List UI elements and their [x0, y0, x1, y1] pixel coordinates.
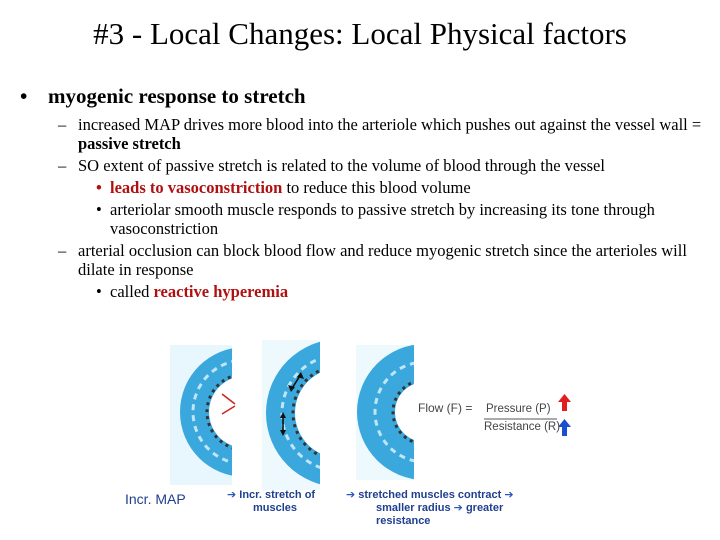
passive-stretch-term: passive stretch — [78, 134, 181, 153]
caption-contract — [346, 489, 514, 528]
incr-map-label: Incr. MAP — [125, 491, 186, 507]
arrow-right-icon: ➔ — [504, 489, 514, 501]
sub-bullet-text: SO extent of passive stretch is related to the volume of blood through the vessel — [78, 156, 605, 175]
bullet-dot-icon: • — [20, 84, 28, 108]
flow-formula — [418, 401, 472, 415]
caption-contract-line2b: greater — [465, 502, 504, 514]
sub-bullet-text: arterial occlusion can block blood flow and reduce myogenic stretch since the arterioles will dilate in response — [78, 241, 687, 279]
vasoconstriction-term: leads to vasoconstriction — [110, 178, 283, 197]
bullet-dot-icon: • — [96, 282, 102, 301]
caption-contract-line2: smaller radius — [376, 502, 451, 514]
caption-contract-line1: stretched muscles contract — [358, 489, 502, 501]
arrow-right-icon: ➔ — [453, 502, 463, 514]
dash-icon: – — [58, 241, 67, 260]
reactive-hyperemia-term: reactive hyperemia — [153, 282, 289, 301]
formula-numerator: Pressure (P) — [486, 403, 551, 415]
dash-icon: – — [58, 115, 67, 134]
dash-icon: – — [58, 156, 67, 175]
bullet-dot-icon: • — [96, 200, 102, 219]
item-text: arteriolar smooth muscle responds to passive stretch by increasing its tone through vasoconstriction — [110, 200, 655, 238]
caption-contract-line3: resistance — [376, 515, 431, 527]
flow-label: Flow (F) = — [418, 401, 473, 415]
item-text: to reduce this blood volume — [282, 178, 471, 197]
item-text: called — [110, 282, 154, 301]
slide-title: #3 - Local Changes: Local Physical factors — [93, 16, 627, 51]
caption-stretch-line2: muscles — [253, 502, 298, 514]
sub-bullet-text: increased MAP drives more blood into the arteriole which pushes out against the vessel wall = — [78, 115, 702, 134]
bullet-dot-icon: • — [96, 178, 102, 197]
bullet-text: myogenic response to stretch — [48, 84, 306, 108]
formula-denominator: Resistance (R) — [484, 421, 561, 433]
caption-stretch-line1: Incr. stretch of — [239, 489, 316, 501]
up-arrow-icon — [558, 394, 571, 411]
arrow-right-icon: ➔ — [346, 489, 356, 501]
arrow-right-icon: ➔ — [227, 489, 237, 501]
caption-stretch — [227, 489, 315, 515]
